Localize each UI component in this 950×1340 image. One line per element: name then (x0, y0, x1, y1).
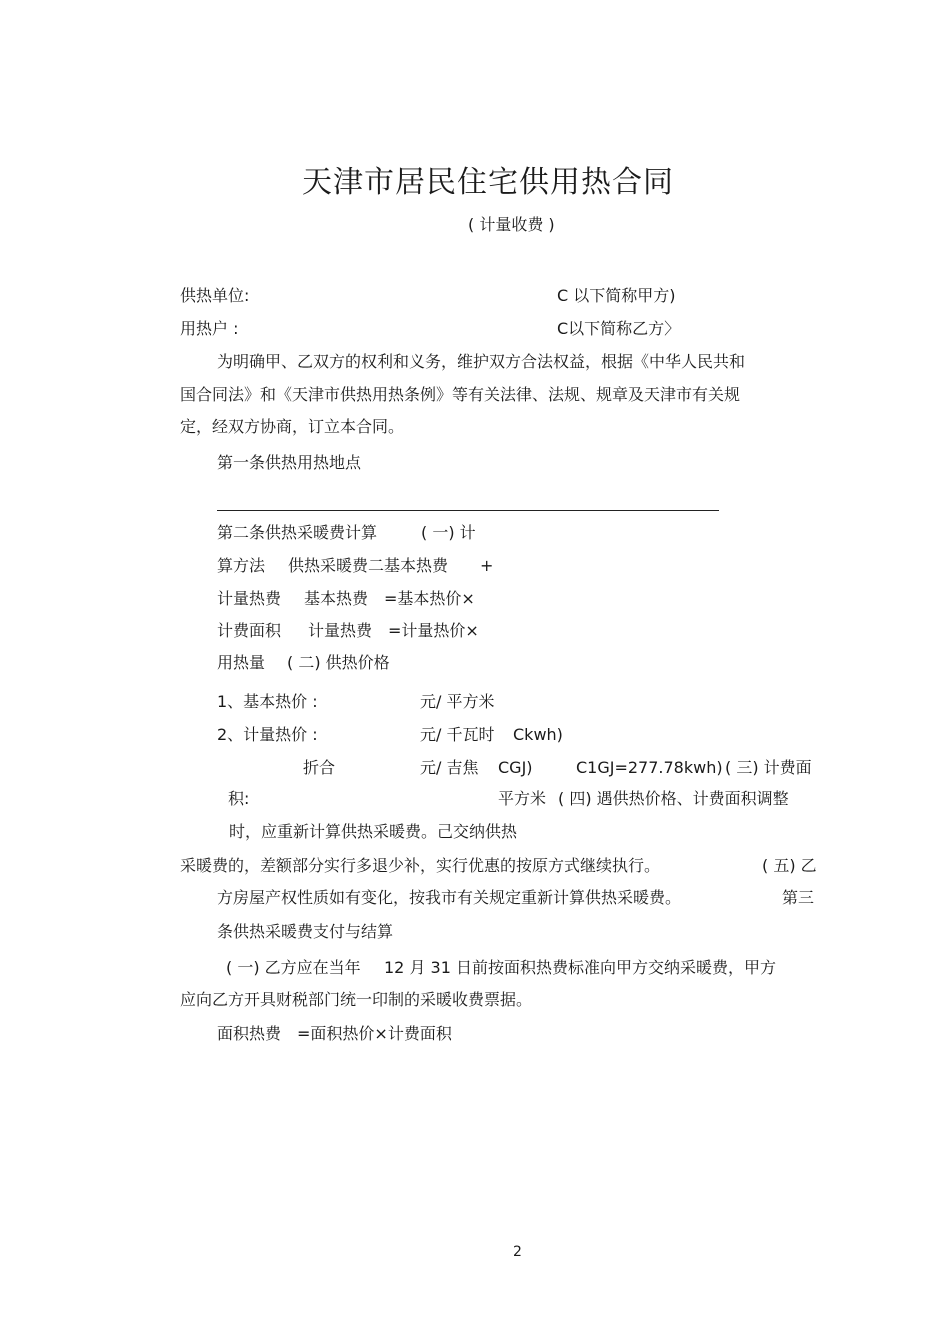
area-fee-formula: =面积热价×计费面积 (297, 1024, 452, 1043)
property-change-line: 方房屋产权性质如有变化，按我市有关规定重新计算供热采暖费。 (217, 888, 682, 907)
area-fee-label: 面积热费 (217, 1024, 282, 1043)
metered-fee-label-2: 计量热费 (308, 621, 373, 640)
base-fee-formula: =基本热价× (384, 589, 475, 608)
recalc-line: 时，应重新计算供热采暖费。己交纳供热 (229, 822, 518, 841)
article-2-item-1: ( 一) 计 (421, 523, 476, 542)
conversion-label: 折合 (303, 758, 336, 777)
supplier-label: 供热单位: (180, 286, 250, 305)
base-price-unit: 元/ 平方米 (420, 692, 495, 711)
billing-area-label: 计费面积 (217, 621, 282, 640)
payment-line-1a: ( 一) 乙方应在当年 (226, 958, 361, 977)
base-price-label: 1、基本热价 : (217, 692, 318, 711)
billing-area-unit: 平方米 (498, 789, 547, 808)
article-3-heading: 条供热采暖费支付与结算 (217, 922, 394, 941)
article-3-start: 第三 (782, 888, 815, 907)
billing-area-field-label: 积: (228, 789, 250, 808)
address-fill-line (217, 510, 719, 511)
article-1-heading: 第一条供热用热地点 (217, 453, 362, 472)
preamble-line-1: 为明确甲、乙双方的权利和义务，维护双方合法权益，根据《中华人民共和 (217, 352, 746, 371)
base-fee-label: 基本热费 (304, 589, 369, 608)
payment-line-2: 应向乙方开具财税部门统一印制的采暖收费票据。 (180, 990, 533, 1009)
heat-price-heading: ( 二) 供热价格 (287, 653, 390, 672)
page-number: 2 (513, 1244, 522, 1260)
supplier-note: C 以下简称甲方) (557, 286, 676, 305)
user-label: 用热户 : (180, 319, 239, 338)
conversion-equation: C1GJ=277.78kwh) (576, 758, 723, 777)
price-adjustment-item: ( 四) 遇供热价格、计费面积调整 (558, 789, 789, 808)
conversion-gj: CGJ) (498, 758, 533, 777)
metered-fee-label: 计量热费 (217, 589, 282, 608)
contract-title: 天津市居民住宅供用热合同 (302, 165, 674, 200)
preamble-line-3: 定，经双方协商，订立本合同。 (180, 417, 405, 436)
calc-formula: 供热采暖费二基本热费 (288, 556, 449, 575)
metered-price-kwh: Ckwh) (513, 725, 563, 744)
difference-line: 采暖费的，差额部分实行多退少补，实行优惠的按原方式继续执行。 (180, 856, 661, 875)
metered-price-unit: 元/ 千瓦时 (420, 725, 495, 744)
metered-price-label: 2、计量热价 : (217, 725, 318, 744)
preamble-line-2: 国合同法》和《天津市供热用热条例》等有关法律、法规、规章及天津市有关规 (180, 385, 741, 404)
contract-subtitle: ( 计量收费 ) (468, 215, 555, 234)
metered-fee-formula: =计量热价× (388, 621, 479, 640)
user-note: C以下简称乙方〉 (557, 319, 681, 338)
article-2-heading: 第二条供热采暖费计算 (217, 523, 378, 542)
calc-method-label: 算方法 (217, 556, 266, 575)
billing-area-heading: ( 三) 计费面 (725, 758, 812, 777)
conversion-unit: 元/ 吉焦 (420, 758, 479, 777)
item-5-start: ( 五) 乙 (762, 856, 817, 875)
heat-usage-label: 用热量 (217, 653, 266, 672)
calc-plus: + (480, 556, 494, 575)
payment-line-1b: 12 月 31 日前按面积热费标准向甲方交纳采暖费，甲方 (384, 958, 776, 977)
